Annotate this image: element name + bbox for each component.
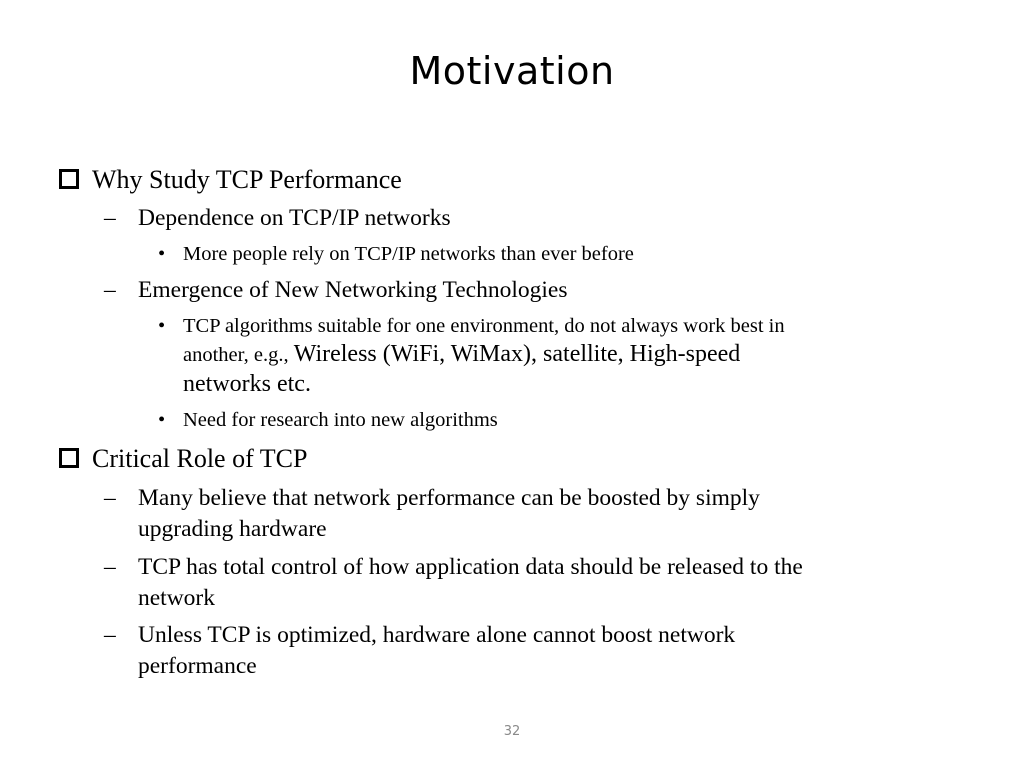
item-unless-line2: performance	[138, 653, 257, 679]
item-dependence: Dependence on TCP/IP networks	[138, 205, 451, 231]
dot-bullet-icon: •	[158, 315, 166, 337]
subitem-algorithms-tech: Wireless (WiFi, WiMax), satellite, High-speed	[293, 341, 741, 367]
section-heading-critical-role: Critical Role of TCP	[92, 444, 308, 473]
item-tcp-control-line1: TCP has total control of how application data should be released to the	[138, 554, 803, 580]
dash-bullet-icon: –	[104, 277, 116, 303]
subitem-algorithms-eg: another, e.g.,	[183, 344, 294, 366]
hollow-square-icon	[59, 448, 79, 468]
dash-bullet-icon: –	[104, 622, 116, 648]
subitem-research: Need for research into new algorithms	[183, 409, 498, 431]
dash-bullet-icon: –	[104, 554, 116, 580]
slide-title: Motivation	[409, 49, 615, 93]
item-many-believe-line1: Many believe that network performance can be boosted by simply	[138, 485, 760, 511]
hollow-square-icon	[59, 169, 79, 189]
section-heading-why-study: Why Study TCP Performance	[92, 165, 402, 194]
item-emergence: Emergence of New Networking Technologies	[138, 277, 568, 303]
subitem-algorithms-networks: networks etc.	[183, 371, 311, 397]
dot-bullet-icon: •	[158, 409, 166, 431]
subitem-algorithms-line2	[183, 340, 740, 369]
item-tcp-control-line2: network	[138, 585, 216, 611]
subitem-rely: More people rely on TCP/IP networks than ever before	[183, 243, 634, 265]
item-many-believe-line2: upgrading hardware	[138, 516, 327, 542]
dot-bullet-icon: •	[158, 243, 166, 265]
item-unless-line1: Unless TCP is optimized, hardware alone cannot boost network	[138, 622, 736, 648]
slide-number: 32	[503, 724, 521, 739]
subitem-algorithms-line1: TCP algorithms suitable for one environment, do not always work best in	[183, 315, 785, 337]
dash-bullet-icon: –	[104, 485, 116, 511]
subitem-algorithms-line3	[183, 370, 311, 399]
dash-bullet-icon: –	[104, 205, 116, 231]
